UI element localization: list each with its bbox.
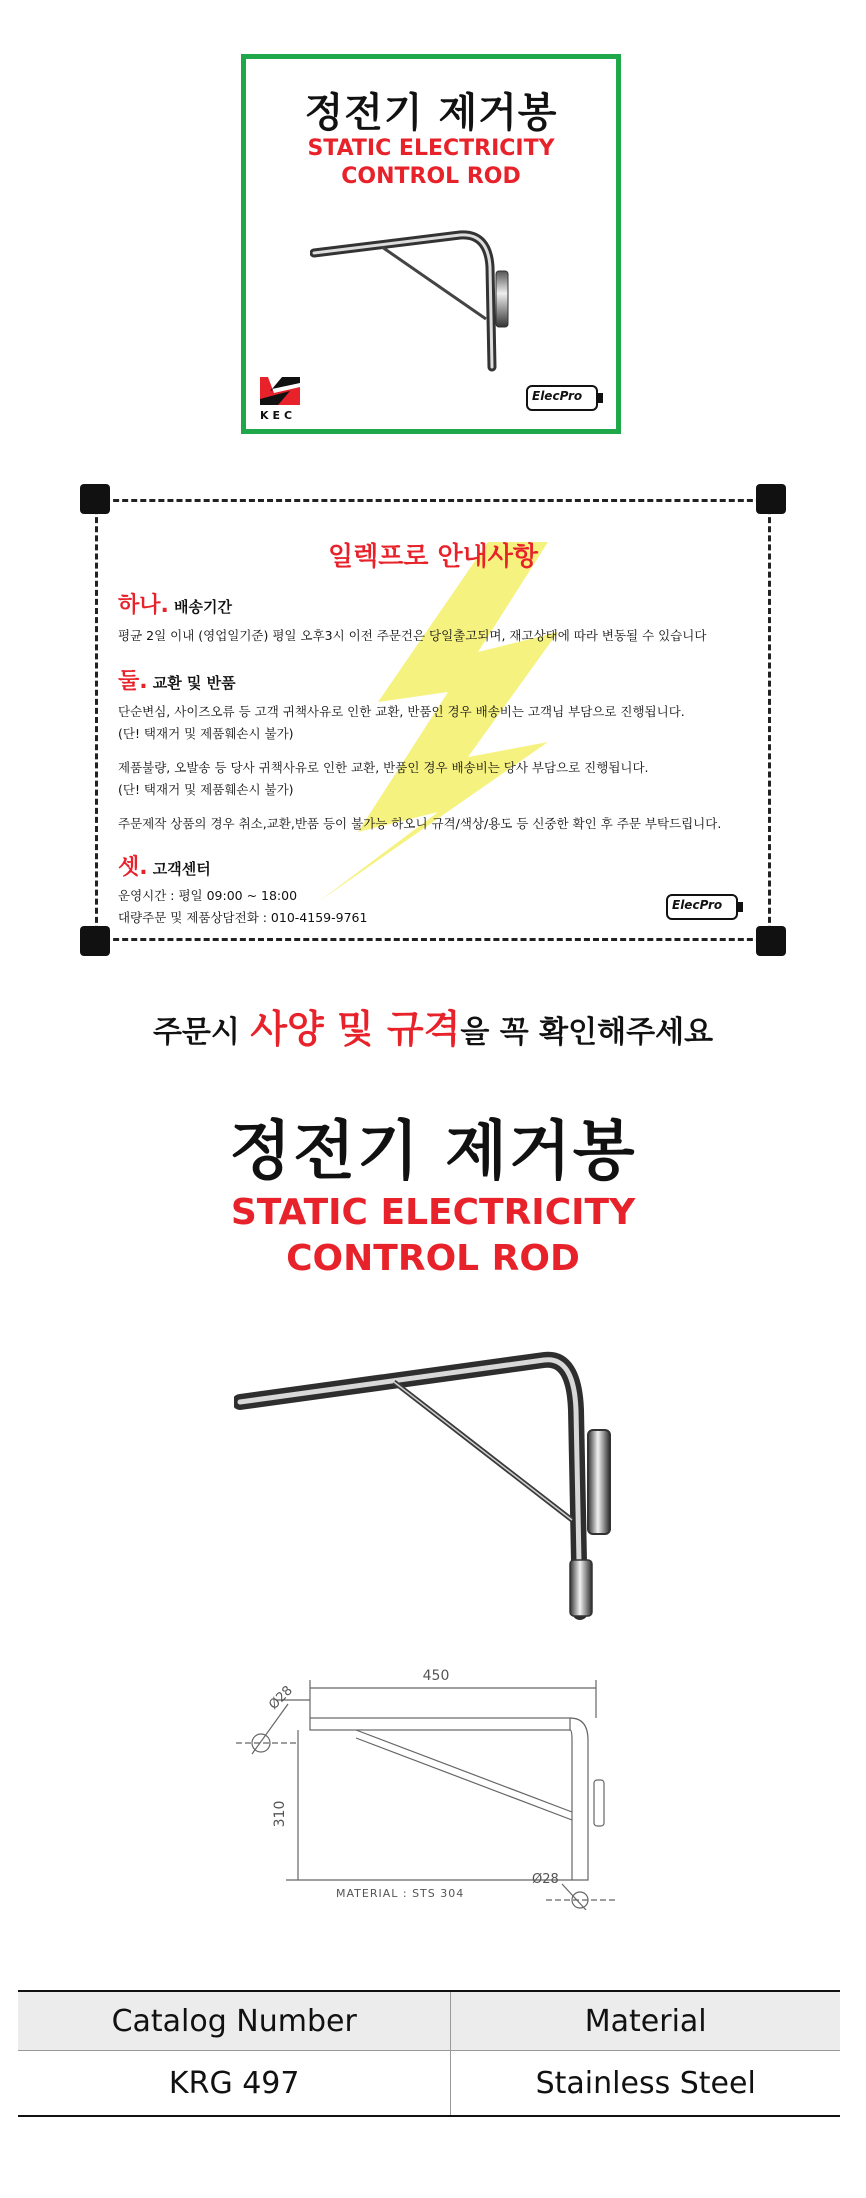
- section-label: 배송기간: [173, 598, 232, 616]
- table-header: Material: [451, 1991, 840, 2051]
- kec-logo: [260, 377, 306, 422]
- notice-line: 대량주문 및 제품상담전화 : 010-4159-9761: [118, 910, 368, 925]
- headline-post: 을 꼭 확인해주세요: [460, 1015, 714, 1050]
- corner-marker-bl: [80, 926, 110, 956]
- dim-width-label: 450: [422, 1668, 450, 1684]
- rod-photo-large: [234, 1350, 614, 1620]
- table-cell: Stainless Steel: [451, 2051, 840, 2117]
- material-note: MATERIAL : STS 304: [336, 1887, 465, 1900]
- spec-table: [18, 1990, 840, 2117]
- section-num: 셋.: [118, 855, 148, 880]
- section-label: 고객센터: [152, 860, 211, 878]
- table-cell: KRG 497: [18, 2051, 451, 2117]
- main-title-en: [0, 1190, 866, 1282]
- dia-top-label: Ø28: [266, 1683, 296, 1713]
- main-title-en-line2: CONTROL ROD: [286, 1238, 580, 1279]
- product-card: [241, 54, 621, 434]
- section-num: 둘.: [118, 669, 148, 694]
- table-header: Catalog Number: [18, 1991, 451, 2051]
- table-row: [18, 2051, 840, 2117]
- headline-pre: 주문시: [152, 1015, 251, 1050]
- leader-line: [252, 1704, 288, 1754]
- notice-line: 주문제작 상품의 경우 취소,교환,반품 등이 불가능 하오니 규격/색상/용도 등 신중한 확인 후 주문 부탁드립니다.: [118, 816, 722, 831]
- card-title-ko: 정전기 제거봉: [304, 90, 558, 136]
- rod-outline-brace: [356, 1730, 572, 1812]
- rod-photo-small: [310, 227, 550, 377]
- dim-height-label: 310: [272, 1800, 288, 1828]
- card-title-en-line2: CONTROL ROD: [341, 164, 521, 189]
- notice-line: 제품불량, 오발송 등 당사 귀책사유로 인한 교환, 반품인 경우 배송비는 당사 부담으로 진행됩니다.: [118, 760, 649, 775]
- elecpro-badge-text: ElecPro: [672, 898, 723, 912]
- notice-line: 단순변심, 사이즈오류 등 고객 귀책사유로 인한 교환, 반품인 경우 배송비는 고객님 부담으로 진행됩니다.: [118, 704, 685, 719]
- main-title-ko: 정전기 제거봉: [229, 1115, 637, 1189]
- section-num: 하나.: [118, 593, 169, 618]
- rod-outline-vertical: [570, 1718, 588, 1880]
- notice-line: (단! 택재거 및 제품훼손시 불가): [118, 726, 294, 741]
- card-title-en-line1: STATIC ELECTRICITY: [307, 136, 555, 161]
- elecpro-badge: [666, 894, 744, 924]
- kec-logo-text: KEC: [260, 409, 297, 422]
- rod-outline-top: [310, 1718, 570, 1730]
- section-customer-center: [118, 850, 211, 881]
- notice-line: 운영시간 : 평일 09:00 ~ 18:00: [118, 888, 298, 903]
- elecpro-badge-text: ElecPro: [532, 389, 583, 403]
- corner-marker-tr: [756, 484, 786, 514]
- rod-outline-clip: [594, 1780, 604, 1826]
- notice-box: [95, 499, 771, 941]
- main-title-en-line1: STATIC ELECTRICITY: [230, 1192, 636, 1233]
- notice-line: 평균 2일 이내 (영업일기준) 평일 오후3시 이전 주문건은 당일출고되며, 재고상태에 따라 변동될 수 있습니다: [118, 628, 707, 643]
- kec-logo-icon: [260, 377, 300, 405]
- notice-line: (단! 택재거 및 제품훼손시 불가): [118, 782, 294, 797]
- lightning-bolt-icon: [318, 542, 558, 902]
- section-delivery: [118, 588, 232, 619]
- corner-marker-br: [756, 926, 786, 956]
- corner-marker-tl: [80, 484, 110, 514]
- technical-drawing: [236, 1660, 636, 1910]
- card-title-en: [246, 135, 616, 191]
- headline-highlight: 사양 및 규격: [250, 1007, 461, 1051]
- order-check-headline: [0, 998, 866, 1053]
- table-header-row: [18, 1991, 840, 2051]
- notice-title: 일렉프로 안내사항: [328, 542, 538, 572]
- dia-bottom-label: Ø28: [532, 1872, 559, 1887]
- elecpro-badge: [526, 385, 604, 415]
- section-exchange: [118, 664, 236, 695]
- section-label: 교환 및 반품: [152, 674, 236, 692]
